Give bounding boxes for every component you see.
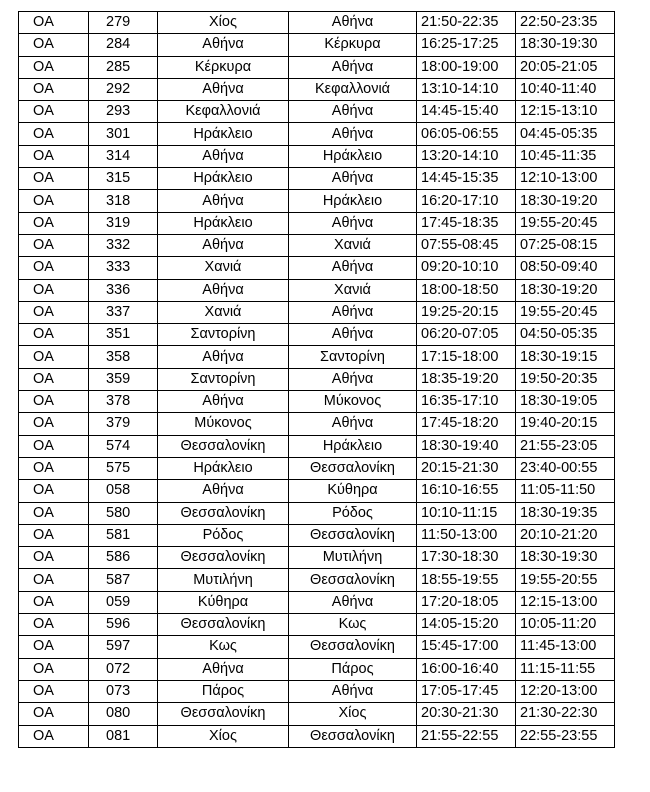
flight-number-cell: 333 (89, 257, 158, 279)
origin-cell: Αθήνα (158, 391, 289, 413)
origin-cell: Κως (158, 636, 289, 658)
flight-number-cell: 284 (89, 34, 158, 56)
schedule-time-1-cell: 20:30-21:30 (417, 703, 516, 725)
flight-number-cell: 072 (89, 658, 158, 680)
airline-cell: OA (19, 123, 89, 145)
origin-cell: Θεσσαλονίκη (158, 435, 289, 457)
table-row (19, 614, 615, 636)
schedule-time-1-cell: 16:10-16:55 (417, 480, 516, 502)
schedule-time-1-cell: 17:30-18:30 (417, 547, 516, 569)
destination-cell: Ηράκλειο (289, 435, 417, 457)
flight-number-cell: 285 (89, 56, 158, 78)
flight-number-cell: 319 (89, 212, 158, 234)
table-row (19, 680, 615, 702)
airline-cell: OA (19, 658, 89, 680)
airline-cell: OA (19, 301, 89, 323)
airline-cell: OA (19, 12, 89, 34)
destination-cell: Χίος (289, 703, 417, 725)
schedule-time-1-cell: 14:45-15:40 (417, 101, 516, 123)
flight-number-cell: 574 (89, 435, 158, 457)
schedule-time-2-cell: 22:50-23:35 (516, 12, 615, 34)
destination-cell: Σαντορίνη (289, 346, 417, 368)
destination-cell: Αθήνα (289, 123, 417, 145)
destination-cell: Ρόδος (289, 502, 417, 524)
destination-cell: Αθήνα (289, 301, 417, 323)
schedule-time-1-cell: 17:20-18:05 (417, 591, 516, 613)
flight-number-cell: 379 (89, 413, 158, 435)
table-row (19, 658, 615, 680)
airline-cell: OA (19, 547, 89, 569)
destination-cell: Θεσσαλονίκη (289, 725, 417, 747)
table-row (19, 301, 615, 323)
airline-cell: OA (19, 636, 89, 658)
schedule-time-1-cell: 06:05-06:55 (417, 123, 516, 145)
table-row (19, 368, 615, 390)
flight-number-cell: 359 (89, 368, 158, 390)
table-row (19, 457, 615, 479)
origin-cell: Θεσσαλονίκη (158, 703, 289, 725)
origin-cell: Ηράκλειο (158, 212, 289, 234)
airline-cell: OA (19, 145, 89, 167)
destination-cell: Κύθηρα (289, 480, 417, 502)
origin-cell: Κεφαλλονιά (158, 101, 289, 123)
airline-cell: OA (19, 435, 89, 457)
destination-cell: Αθήνα (289, 324, 417, 346)
origin-cell: Σαντορίνη (158, 368, 289, 390)
airline-cell: OA (19, 346, 89, 368)
schedule-time-2-cell: 18:30-19:05 (516, 391, 615, 413)
destination-cell: Ηράκλειο (289, 190, 417, 212)
schedule-time-1-cell: 17:45-18:20 (417, 413, 516, 435)
origin-cell: Χίος (158, 12, 289, 34)
airline-cell: OA (19, 614, 89, 636)
airline-cell: OA (19, 591, 89, 613)
schedule-time-2-cell: 23:40-00:55 (516, 457, 615, 479)
table-row (19, 725, 615, 747)
table-row (19, 480, 615, 502)
schedule-time-2-cell: 22:55-23:55 (516, 725, 615, 747)
destination-cell: Αθήνα (289, 413, 417, 435)
airline-cell: OA (19, 190, 89, 212)
origin-cell: Θεσσαλονίκη (158, 547, 289, 569)
flight-number-cell: 351 (89, 324, 158, 346)
flight-number-cell: 597 (89, 636, 158, 658)
table-row (19, 346, 615, 368)
schedule-time-1-cell: 18:00-19:00 (417, 56, 516, 78)
schedule-time-1-cell: 17:05-17:45 (417, 680, 516, 702)
destination-cell: Αθήνα (289, 56, 417, 78)
origin-cell: Κύθηρα (158, 591, 289, 613)
airline-cell: OA (19, 457, 89, 479)
table-row (19, 34, 615, 56)
airline-cell: OA (19, 569, 89, 591)
destination-cell: Αθήνα (289, 168, 417, 190)
schedule-time-2-cell: 19:55-20:45 (516, 212, 615, 234)
flight-number-cell: 575 (89, 457, 158, 479)
schedule-time-1-cell: 19:25-20:15 (417, 301, 516, 323)
destination-cell: Αθήνα (289, 591, 417, 613)
table-row (19, 12, 615, 34)
table-row (19, 78, 615, 100)
airline-cell: OA (19, 680, 89, 702)
schedule-time-2-cell: 12:15-13:00 (516, 591, 615, 613)
schedule-time-1-cell: 10:10-11:15 (417, 502, 516, 524)
airline-cell: OA (19, 725, 89, 747)
destination-cell: Θεσσαλονίκη (289, 457, 417, 479)
flight-number-cell: 587 (89, 569, 158, 591)
destination-cell: Αθήνα (289, 12, 417, 34)
schedule-time-2-cell: 20:10-21:20 (516, 524, 615, 546)
schedule-time-1-cell: 16:00-16:40 (417, 658, 516, 680)
airline-cell: OA (19, 502, 89, 524)
destination-cell: Πάρος (289, 658, 417, 680)
airline-cell: OA (19, 324, 89, 346)
destination-cell: Κέρκυρα (289, 34, 417, 56)
table-row (19, 56, 615, 78)
flight-number-cell: 596 (89, 614, 158, 636)
schedule-time-1-cell: 18:00-18:50 (417, 279, 516, 301)
flight-number-cell: 318 (89, 190, 158, 212)
schedule-time-2-cell: 19:50-20:35 (516, 368, 615, 390)
schedule-time-2-cell: 10:40-11:40 (516, 78, 615, 100)
origin-cell: Ηράκλειο (158, 123, 289, 145)
table-row (19, 257, 615, 279)
schedule-time-2-cell: 04:45-05:35 (516, 123, 615, 145)
schedule-time-2-cell: 18:30-19:30 (516, 547, 615, 569)
schedule-time-2-cell: 10:05-11:20 (516, 614, 615, 636)
table-row (19, 502, 615, 524)
destination-cell: Μυτιλήνη (289, 547, 417, 569)
airline-cell: OA (19, 480, 89, 502)
airline-cell: OA (19, 56, 89, 78)
table-row (19, 591, 615, 613)
flight-number-cell: 332 (89, 234, 158, 256)
airline-cell: OA (19, 234, 89, 256)
origin-cell: Αθήνα (158, 34, 289, 56)
flight-schedule-body (19, 12, 615, 748)
schedule-time-2-cell: 18:30-19:20 (516, 190, 615, 212)
schedule-time-2-cell: 11:15-11:55 (516, 658, 615, 680)
airline-cell: OA (19, 78, 89, 100)
airline-cell: OA (19, 34, 89, 56)
flight-number-cell: 081 (89, 725, 158, 747)
schedule-time-1-cell: 21:55-22:55 (417, 725, 516, 747)
origin-cell: Αθήνα (158, 279, 289, 301)
table-row (19, 636, 615, 658)
schedule-time-2-cell: 19:55-20:45 (516, 301, 615, 323)
schedule-time-1-cell: 16:20-17:10 (417, 190, 516, 212)
table-row (19, 435, 615, 457)
table-row (19, 168, 615, 190)
table-row (19, 101, 615, 123)
origin-cell: Ηράκλειο (158, 457, 289, 479)
flight-number-cell: 314 (89, 145, 158, 167)
table-row (19, 190, 615, 212)
schedule-time-2-cell: 21:55-23:05 (516, 435, 615, 457)
table-row (19, 234, 615, 256)
flight-number-cell: 059 (89, 591, 158, 613)
schedule-time-2-cell: 19:40-20:15 (516, 413, 615, 435)
schedule-time-1-cell: 13:10-14:10 (417, 78, 516, 100)
flight-number-cell: 581 (89, 524, 158, 546)
schedule-time-2-cell: 10:45-11:35 (516, 145, 615, 167)
flight-number-cell: 336 (89, 279, 158, 301)
flight-number-cell: 358 (89, 346, 158, 368)
flight-number-cell: 080 (89, 703, 158, 725)
origin-cell: Αθήνα (158, 480, 289, 502)
flight-number-cell: 301 (89, 123, 158, 145)
airline-cell: OA (19, 257, 89, 279)
airline-cell: OA (19, 703, 89, 725)
schedule-time-1-cell: 15:45-17:00 (417, 636, 516, 658)
schedule-time-1-cell: 21:50-22:35 (417, 12, 516, 34)
schedule-time-2-cell: 11:45-13:00 (516, 636, 615, 658)
origin-cell: Μυτιλήνη (158, 569, 289, 591)
table-row (19, 569, 615, 591)
origin-cell: Ρόδος (158, 524, 289, 546)
origin-cell: Θεσσαλονίκη (158, 614, 289, 636)
flight-schedule-table (18, 11, 615, 748)
schedule-time-2-cell: 20:05-21:05 (516, 56, 615, 78)
schedule-time-2-cell: 18:30-19:15 (516, 346, 615, 368)
origin-cell: Αθήνα (158, 658, 289, 680)
airline-cell: OA (19, 368, 89, 390)
schedule-time-2-cell: 21:30-22:30 (516, 703, 615, 725)
schedule-time-1-cell: 18:35-19:20 (417, 368, 516, 390)
airline-cell: OA (19, 279, 89, 301)
destination-cell: Κεφαλλονιά (289, 78, 417, 100)
destination-cell: Αθήνα (289, 680, 417, 702)
airline-cell: OA (19, 524, 89, 546)
origin-cell: Χανιά (158, 257, 289, 279)
origin-cell: Αθήνα (158, 234, 289, 256)
schedule-time-2-cell: 08:50-09:40 (516, 257, 615, 279)
schedule-time-2-cell: 18:30-19:35 (516, 502, 615, 524)
flight-number-cell: 315 (89, 168, 158, 190)
airline-cell: OA (19, 168, 89, 190)
origin-cell: Μύκονος (158, 413, 289, 435)
destination-cell: Θεσσαλονίκη (289, 524, 417, 546)
destination-cell: Κως (289, 614, 417, 636)
schedule-time-1-cell: 20:15-21:30 (417, 457, 516, 479)
schedule-time-1-cell: 06:20-07:05 (417, 324, 516, 346)
destination-cell: Θεσσαλονίκη (289, 569, 417, 591)
destination-cell: Αθήνα (289, 368, 417, 390)
destination-cell: Αθήνα (289, 212, 417, 234)
schedule-time-1-cell: 16:35-17:10 (417, 391, 516, 413)
schedule-time-1-cell: 09:20-10:10 (417, 257, 516, 279)
schedule-time-1-cell: 17:45-18:35 (417, 212, 516, 234)
flight-number-cell: 279 (89, 12, 158, 34)
table-row (19, 145, 615, 167)
schedule-time-1-cell: 11:50-13:00 (417, 524, 516, 546)
airline-cell: OA (19, 391, 89, 413)
destination-cell: Αθήνα (289, 101, 417, 123)
destination-cell: Χανιά (289, 234, 417, 256)
origin-cell: Πάρος (158, 680, 289, 702)
origin-cell: Κέρκυρα (158, 56, 289, 78)
schedule-time-2-cell: 12:10-13:00 (516, 168, 615, 190)
flight-number-cell: 337 (89, 301, 158, 323)
origin-cell: Σαντορίνη (158, 324, 289, 346)
flight-number-cell: 058 (89, 480, 158, 502)
table-row (19, 524, 615, 546)
table-row (19, 324, 615, 346)
flight-number-cell: 073 (89, 680, 158, 702)
origin-cell: Αθήνα (158, 78, 289, 100)
schedule-time-1-cell: 18:55-19:55 (417, 569, 516, 591)
schedule-time-2-cell: 19:55-20:55 (516, 569, 615, 591)
schedule-time-1-cell: 14:05-15:20 (417, 614, 516, 636)
flight-number-cell: 293 (89, 101, 158, 123)
airline-cell: OA (19, 101, 89, 123)
flight-number-cell: 378 (89, 391, 158, 413)
schedule-time-2-cell: 18:30-19:30 (516, 34, 615, 56)
schedule-time-2-cell: 12:20-13:00 (516, 680, 615, 702)
flight-number-cell: 586 (89, 547, 158, 569)
flight-number-cell: 292 (89, 78, 158, 100)
destination-cell: Μύκονος (289, 391, 417, 413)
schedule-time-1-cell: 16:25-17:25 (417, 34, 516, 56)
destination-cell: Χανιά (289, 279, 417, 301)
schedule-time-1-cell: 07:55-08:45 (417, 234, 516, 256)
origin-cell: Αθήνα (158, 346, 289, 368)
schedule-time-1-cell: 14:45-15:35 (417, 168, 516, 190)
destination-cell: Θεσσαλονίκη (289, 636, 417, 658)
origin-cell: Αθήνα (158, 145, 289, 167)
table-row (19, 279, 615, 301)
origin-cell: Θεσσαλονίκη (158, 502, 289, 524)
airline-cell: OA (19, 212, 89, 234)
schedule-time-1-cell: 17:15-18:00 (417, 346, 516, 368)
destination-cell: Αθήνα (289, 257, 417, 279)
origin-cell: Αθήνα (158, 190, 289, 212)
origin-cell: Ηράκλειο (158, 168, 289, 190)
schedule-time-1-cell: 18:30-19:40 (417, 435, 516, 457)
table-row (19, 703, 615, 725)
table-row (19, 413, 615, 435)
flight-number-cell: 580 (89, 502, 158, 524)
airline-cell: OA (19, 413, 89, 435)
origin-cell: Χίος (158, 725, 289, 747)
schedule-time-2-cell: 12:15-13:10 (516, 101, 615, 123)
table-row (19, 547, 615, 569)
destination-cell: Ηράκλειο (289, 145, 417, 167)
schedule-time-2-cell: 18:30-19:20 (516, 279, 615, 301)
schedule-time-1-cell: 13:20-14:10 (417, 145, 516, 167)
schedule-time-2-cell: 11:05-11:50 (516, 480, 615, 502)
table-row (19, 123, 615, 145)
table-row (19, 391, 615, 413)
schedule-time-2-cell: 07:25-08:15 (516, 234, 615, 256)
table-row (19, 212, 615, 234)
schedule-time-2-cell: 04:50-05:35 (516, 324, 615, 346)
origin-cell: Χανιά (158, 301, 289, 323)
